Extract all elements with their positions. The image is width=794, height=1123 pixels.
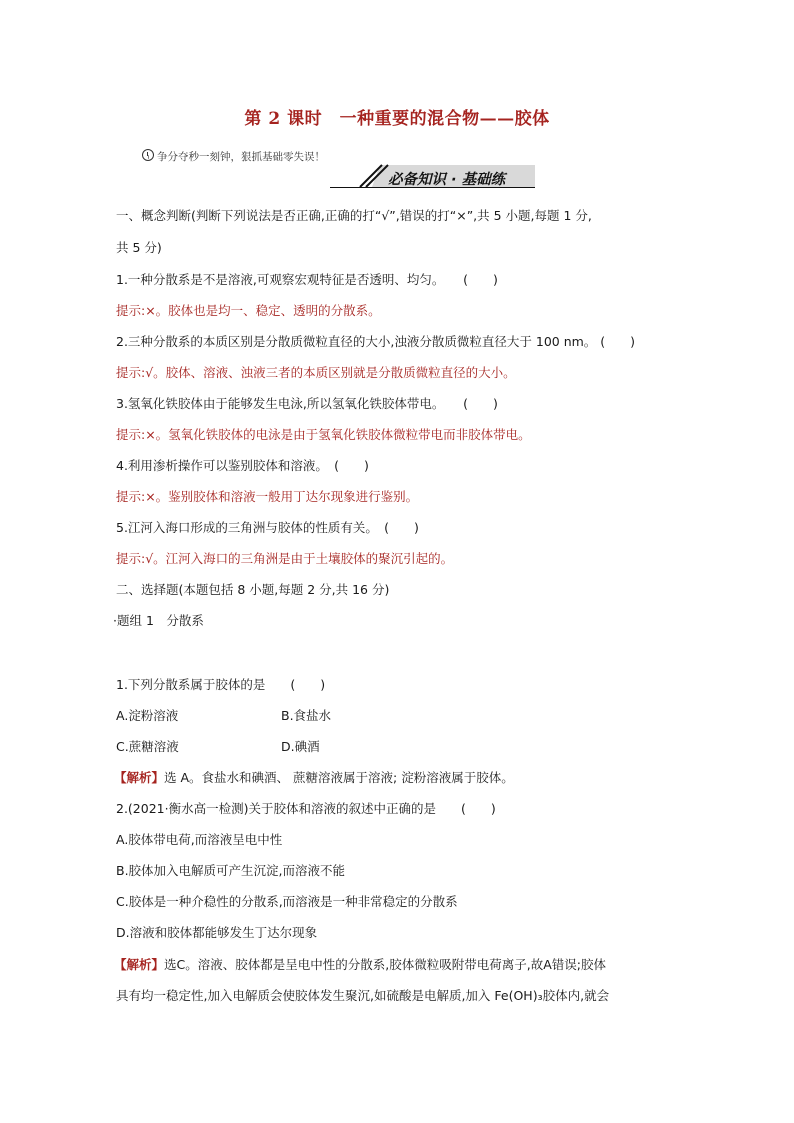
hint-1: 提示:×。胶体也是均一、稳定、透明的分散系。 [116,303,381,318]
analysis-2 [114,957,606,973]
mc-question-1: 1.下列分散系属于胶体的是 ( ) [116,677,326,692]
option-d: D.碘酒 [281,739,320,754]
hint-2: 提示:√。胶体、溶液、浊液三者的本质区别就是分散质微粒直径的大小。 [116,365,516,380]
motto-line [142,149,325,164]
mc-question-2: 2.(2021·衡水高一检测)关于胶体和溶液的叙述中正确的是 ( ) [116,801,496,816]
hint-3: 提示:×。氢氧化铁胶体的电泳是由于氢氧化铁胶体微粒带电而非胶体带电。 [116,427,531,442]
analysis-1 [114,770,514,786]
option-c: C.蔗糖溶液 [116,739,179,754]
section1-heading: 一、概念判断(判断下列说法是否正确,正确的打“√”,错误的打“×”,共 5 小题,每题 1 分, [116,208,592,223]
hint-4: 提示:×。鉴别胶体和溶液一般用丁达尔现象进行鉴别。 [116,489,419,504]
question-4: 4.利用渗析操作可以鉴别胶体和溶液。 ( ) [116,458,369,473]
option-c: C.胶体是一种介稳性的分散系,而溶液是一种非常稳定的分散系 [116,894,458,909]
analysis-text: 选C。溶液、胶体都是呈电中性的分散系,胶体微粒吸附带电荷离子,故A错误;胶体 [164,957,606,972]
analysis-tag: 【解析】 [114,770,165,785]
group-label: ·题组 1 分散系 [113,613,204,628]
option-a: A.淀粉溶液 [116,708,179,723]
option-a: A.胶体带电荷,而溶液呈电中性 [116,832,283,847]
section1-heading-cont: 共 5 分) [116,240,162,255]
page-title: 第 2 课时 一种重要的混合物——胶体 [244,109,550,129]
analysis-2-cont: 具有均一稳定性,加入电解质会使胶体发生聚沉,如硫酸是电解质,加入 Fe(OH)₃胶体内,就会 [116,988,610,1003]
section-banner [330,163,535,189]
section2-heading: 二、选择题(本题包括 8 小题,每题 2 分,共 16 分) [116,582,390,597]
question-2: 2.三种分散系的本质区别是分散质微粒直径的大小,浊液分散质微粒直径大于 100 nm。 ( ) [116,334,636,349]
banner-label: 必备知识 · 基础练 [388,172,506,188]
option-b: B.食盐水 [281,708,332,723]
analysis-text: 选 A。食盐水和碘酒、 蔗糖溶液属于溶液; 淀粉溶液属于胶体。 [164,770,514,785]
clock-icon [142,149,154,161]
hint-5: 提示:√。江河入海口的三角洲是由于土壤胶体的聚沉引起的。 [116,551,454,566]
motto-text: 争分夺秒一刻钟，狠抓基础零失误！ [157,151,325,163]
question-5: 5.江河入海口形成的三角洲与胶体的性质有关。 ( ) [116,520,419,535]
analysis-tag: 【解析】 [114,957,165,972]
option-b: B.胶体加入电解质可产生沉淀,而溶液不能 [116,863,346,878]
question-3: 3.氢氧化铁胶体由于能够发生电泳,所以氢氧化铁胶体带电。 ( ) [116,396,498,411]
option-d: D.溶液和胶体都能够发生丁达尔现象 [116,925,318,940]
question-1: 1.一种分散系是不是溶液,可观察宏观特征是否透明、均匀。 ( ) [116,272,498,287]
